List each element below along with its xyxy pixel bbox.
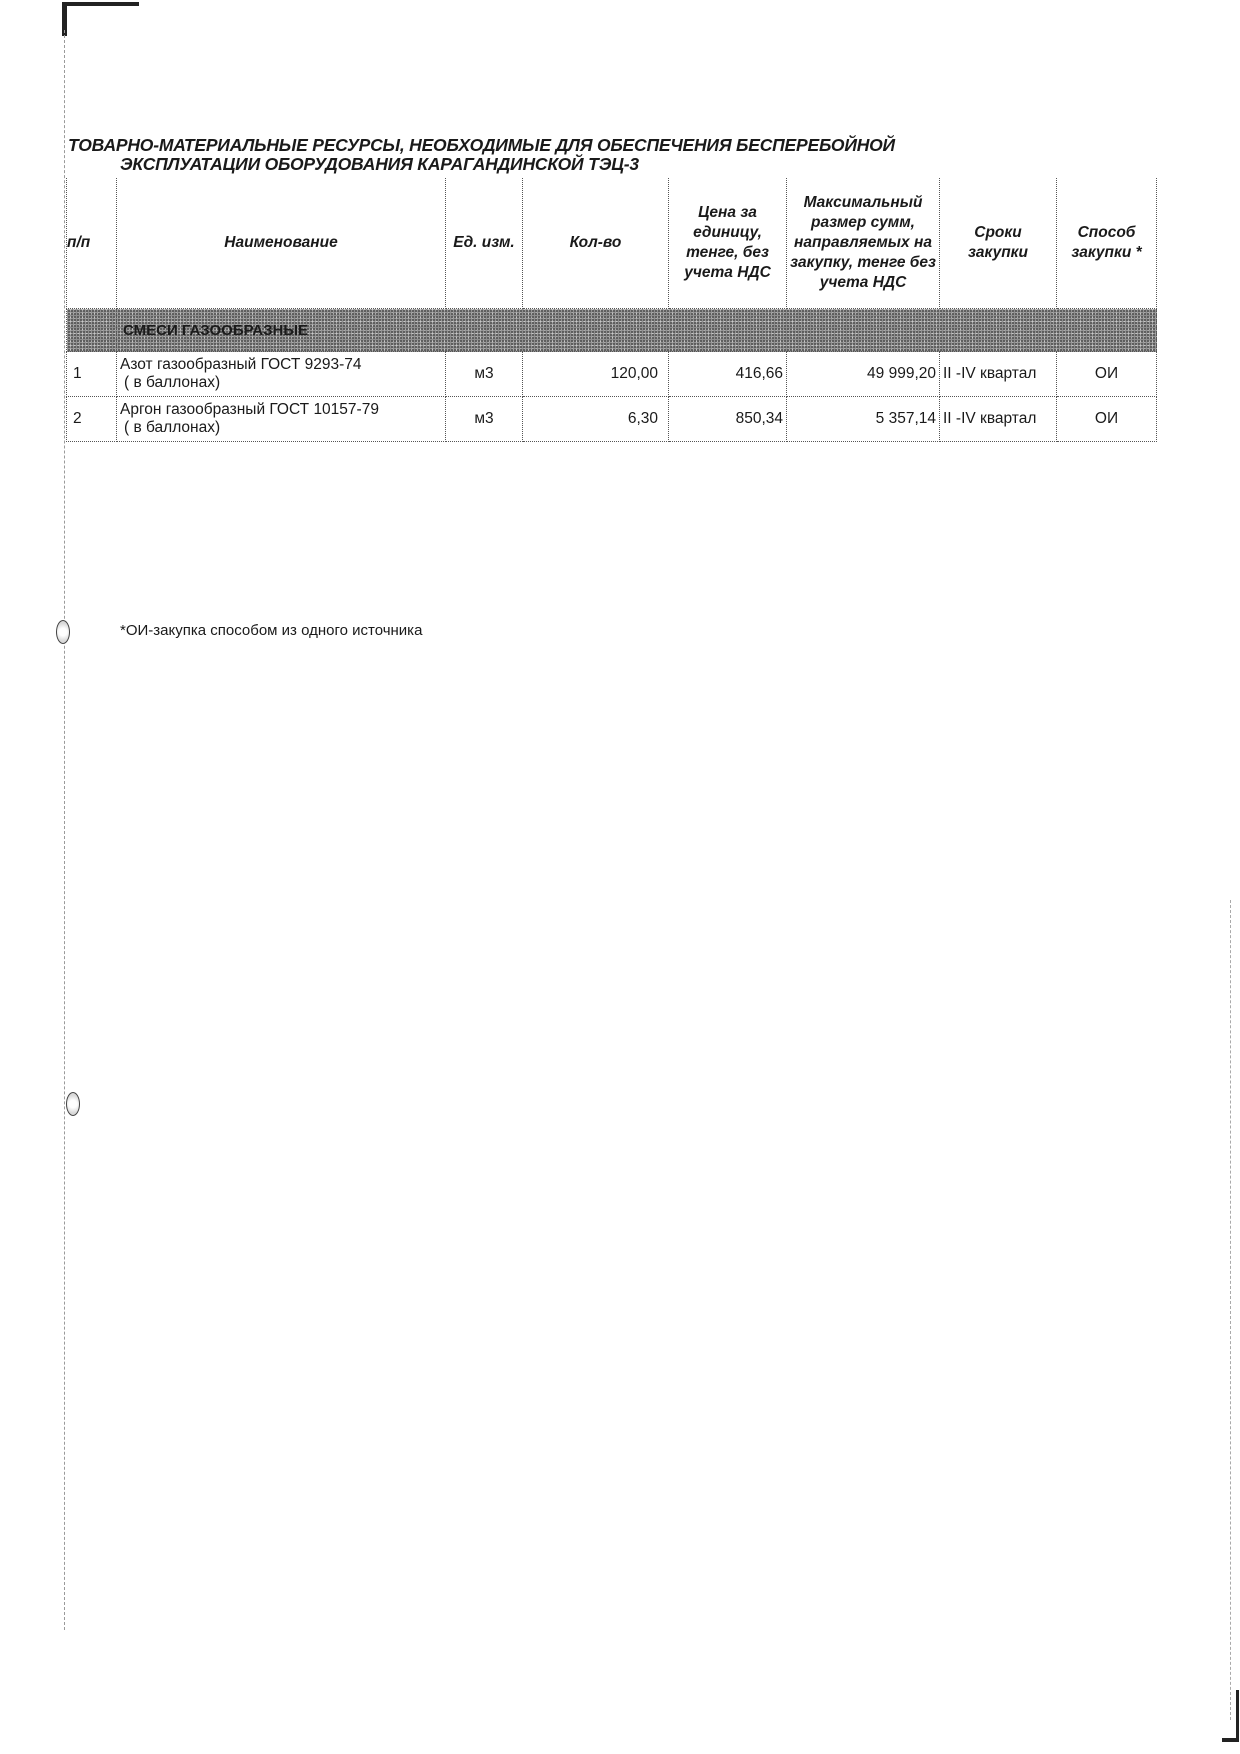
scan-edge-line-right (1230, 900, 1231, 1720)
cell-unit: м3 (446, 397, 523, 442)
scan-hole-mark-icon (56, 620, 70, 644)
document-title-line1: ТОВАРНО-МАТЕРИАЛЬНЫЕ РЕСУРСЫ, НЕОБХОДИМЫЕ ДЛЯ ОБЕСПЕЧЕНИЯ БЕСПЕРЕБОЙНОЙ (68, 135, 895, 155)
cell-name (117, 352, 446, 397)
cell-name-line1: Аргон газообразный ГОСТ 10157-79 (120, 401, 379, 418)
header-method: Способ закупки * (1057, 178, 1157, 309)
scan-edge-line (64, 30, 65, 1630)
document-title-line2: ЭКСПЛУАТАЦИИ ОБОРУДОВАНИЯ КАРАГАНДИНСКОЙ ТЭЦ-3 (120, 154, 639, 174)
cell-qty: 6,30 (523, 397, 669, 442)
header-qty: Кол-во (523, 178, 669, 309)
cell-name-line2: ( в баллонах) (124, 419, 221, 436)
table-header-row (67, 178, 1157, 309)
cell-qty: 120,00 (523, 352, 669, 397)
footnote: *ОИ-закупка способом из одного источника (120, 622, 423, 639)
cell-price: 416,66 (669, 352, 787, 397)
cell-method: ОИ (1057, 352, 1157, 397)
header-name: Наименование (117, 178, 446, 309)
header-num: п/п (67, 178, 117, 309)
cell-name (117, 397, 446, 442)
scan-hole-mark-icon (66, 1092, 80, 1116)
cell-term: II -IV квартал (940, 397, 1057, 442)
scan-bottom-mark (1222, 1690, 1239, 1742)
cell-method: ОИ (1057, 397, 1157, 442)
header-term: Сроки закупки (940, 178, 1057, 309)
cell-unit: м3 (446, 352, 523, 397)
cell-name-line2: ( в баллонах) (124, 374, 221, 391)
cell-max-sum: 5 357,14 (787, 397, 940, 442)
cell-name-line1: Азот газообразный ГОСТ 9293-74 (120, 356, 362, 373)
scan-corner-mark (62, 2, 139, 36)
cell-num: 1 (67, 352, 117, 397)
cell-num: 2 (67, 397, 117, 442)
table-row (67, 352, 1157, 397)
header-unit: Ед. изм. (446, 178, 523, 309)
cell-term: II -IV квартал (940, 352, 1057, 397)
section-label: СМЕСИ ГАЗООБРАЗНЫЕ (117, 309, 1157, 352)
document-title (68, 136, 1168, 174)
header-max-sum: Максимальный размер сумм, направляемых на закупку, тенге без учета НДС (787, 178, 940, 309)
table-section-row (67, 309, 1157, 352)
resources-table (66, 178, 1157, 442)
cell-max-sum: 49 999,20 (787, 352, 940, 397)
cell-price: 850,34 (669, 397, 787, 442)
table-row (67, 397, 1157, 442)
header-price: Цена за единицу, тенге, без учета НДС (669, 178, 787, 309)
section-spacer (67, 309, 117, 352)
